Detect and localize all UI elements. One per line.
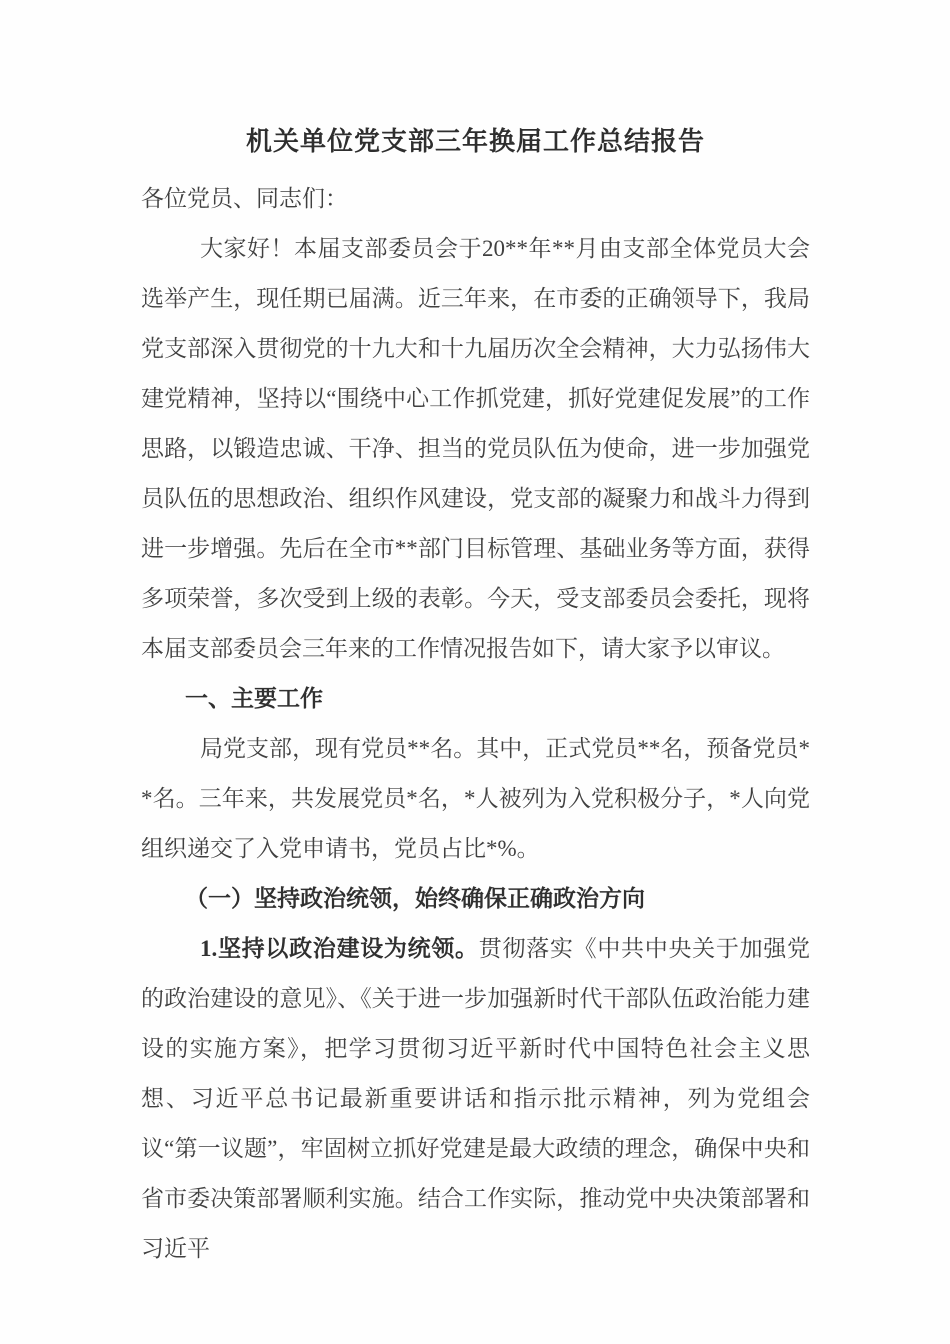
membership-stats-paragraph: 局党支部，现有党员**名。其中，正式党员**名，预备党员**名。三年来，共发展党员*名，*人被列为入党积极分子，*人向党组织递交了入党申请书，党员占比*%。 xyxy=(141,736,810,861)
document-title: 机关单位党支部三年换届工作总结报告 xyxy=(245,127,705,156)
opening-paragraph: 大家好！本届支部委员会于20**年**月由支部全体党员大会选举产生，现任期已届满。近三年来，在市委的正确领导下，我局党支部深入贯彻党的十九大和十九届历次全会精神，大力弘扬伟大建党精神，坚持以“围绕中心工作抓党建，抓好党建促发展”的工作思路，以锻造忠诚、干净、担当的党员队伍为使命，进一步加强党员队伍的思想政治、组织作风建设，党支部的凝聚力和战斗力得到进一步增强。先后在全市**部门目标管理、基础业务等方面，获得多项荣誉，多次受到上级的表彰。今天，受支部委员会委托，现将本届支部委员会三年来的工作情况报告如下，请大家予以审议。 xyxy=(141,236,810,661)
subsection-heading-political-leadership: （一）坚持政治统领，始终确保正确政治方向 xyxy=(185,886,645,911)
item1-paragraph xyxy=(141,924,810,1274)
section-heading-main-work: 一、主要工作 xyxy=(185,686,323,711)
item1-bold-lead: 1.坚持以政治建设为统领。 xyxy=(200,936,479,961)
item1-body-text: 贯彻落实《中共中央关于加强党的政治建设的意见》、《关于进一步加强新时代干部队伍政治能力建设的实施方案》，把学习贯彻习近平新时代中国特色社会主义思想、习近平总书记最新重要讲话和指示批示精神，列为党组会议“第一议题”，牢固树立抓好党建是最大政绩的理念，确保中央和省市委决策部署顺利实施。结合工作实际，推动党中央决策部署和习近平 xyxy=(141,936,811,1261)
salutation-line: 各位党员、同志们： xyxy=(141,186,348,211)
